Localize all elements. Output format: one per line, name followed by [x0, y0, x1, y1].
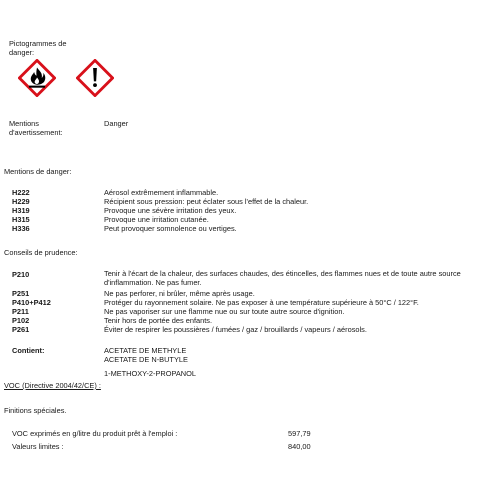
hazard-statement-row — [12, 188, 218, 197]
voc-row-value: 840,00 — [288, 442, 311, 451]
hazard-code: H319 — [12, 206, 30, 215]
contains-item: ACETATE DE N-BUTYLE — [104, 355, 188, 364]
contains-item: ACETATE DE METHYLE — [104, 346, 187, 355]
contains-item: 1-METHOXY-2-PROPANOL — [104, 369, 196, 378]
hazard-statement-row — [12, 224, 237, 233]
precautionary-code: P261 — [12, 325, 30, 334]
hazard-text: Récipient sous pression: peut éclater sous l'effet de la chaleur. — [104, 197, 309, 206]
hazard-code: H229 — [12, 197, 30, 206]
precautionary-code: P102 — [12, 316, 30, 325]
signal-word-value: Danger — [104, 119, 129, 128]
precautionary-text: Tenir à l'écart de la chaleur, des surfaces chaudes, des étincelles, des flammes nues et de toute autre source d'inflammation. Ne pas fumer. — [104, 269, 461, 287]
hazard-text: Aérosol extrêmement inflammable. — [104, 188, 219, 197]
precautionary-code: P210 — [12, 270, 30, 279]
signal-word-label-line1: Mentions — [9, 119, 39, 128]
hazard-code: H222 — [12, 188, 30, 197]
contains-label: Contient: — [12, 346, 45, 355]
hazard-statement-row — [12, 206, 236, 215]
precautionary-code: P251 — [12, 289, 30, 298]
precautionary-statement-row — [12, 316, 212, 325]
precautionary-statement-row — [12, 289, 255, 298]
precautionary-text: Ne pas vaporiser sur une flamme nue ou sur toute autre source d'ignition. — [104, 307, 345, 316]
hazard-text: Peut provoquer somnolence ou vertiges. — [104, 224, 237, 233]
precautionary-statement-row — [12, 307, 345, 316]
pictograms-heading — [9, 40, 67, 58]
precautionary-statement-row — [12, 298, 419, 307]
exclamation-hazard-icon — [76, 59, 114, 97]
special-finishes-label: Finitions spéciales. — [4, 406, 67, 415]
hazard-statement-row — [12, 197, 308, 206]
hazard-code: H315 — [12, 215, 30, 224]
hazard-statements-heading: Mentions de danger: — [4, 167, 72, 176]
hazard-text: Provoque une sévère irritation des yeux. — [104, 206, 237, 215]
signal-word-label-line2: d'avertissement: — [9, 127, 63, 137]
precautionary-code: P410+P412 — [12, 298, 51, 307]
precautionary-text: Tenir hors de portée des enfants. — [104, 316, 213, 325]
precautionary-statement-row — [12, 325, 367, 334]
hazard-text: Provoque une irritation cutanée. — [104, 215, 209, 224]
pictograms-heading-line1: Pictogrammes de — [9, 39, 67, 48]
voc-heading: VOC (Directive 2004/42/CE) : — [4, 381, 101, 390]
precautionary-text: Ne pas perforer, ni brûler, même après usage. — [104, 289, 255, 298]
hazard-statement-row — [12, 215, 209, 224]
flame-hazard-icon — [18, 59, 56, 97]
signal-word-label — [9, 120, 63, 138]
precautionary-statements-heading: Conseils de prudence: — [4, 248, 78, 257]
precautionary-text: Protéger du rayonnement solaire. Ne pas exposer à une température supérieure à 50°C / 122°F. — [104, 298, 419, 307]
precautionary-code: P211 — [12, 307, 29, 316]
hazard-code: H336 — [12, 224, 30, 233]
precautionary-text: Éviter de respirer les poussières / fumées / gaz / brouillards / vapeurs / aérosols. — [104, 325, 367, 334]
voc-row-label: Valeurs limites : — [12, 442, 64, 451]
voc-row-value: 597,79 — [288, 429, 311, 438]
voc-row-label: VOC exprimés en g/litre du produit prêt à l'emploi : — [12, 429, 178, 438]
pictograms-heading-line2: danger: — [9, 47, 35, 57]
precautionary-statement-row — [12, 270, 484, 288]
